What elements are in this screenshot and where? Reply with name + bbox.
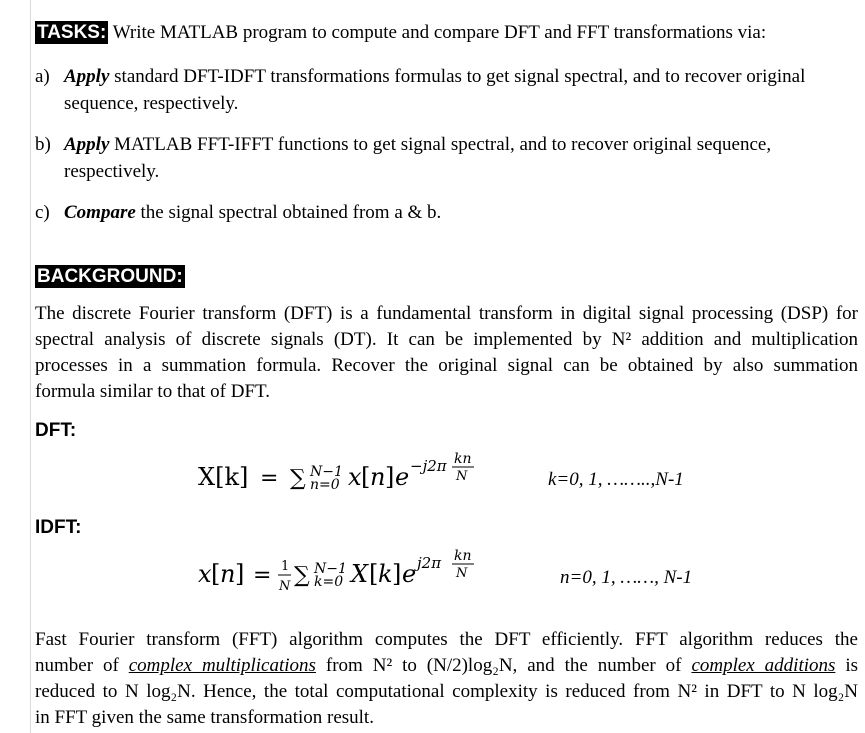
idft-equation	[198, 546, 528, 602]
task-item-text: the signal spectral obtained from a & b.	[135, 202, 442, 223]
dft-label: DFT:	[35, 420, 77, 441]
fft-paragraph	[35, 627, 858, 731]
svg-text:n=0: n=0	[310, 477, 340, 493]
text-run: is	[835, 655, 858, 676]
paragraph-line: formula similar to that of DFT.	[35, 381, 270, 402]
idft-formula-graphic	[198, 546, 528, 602]
svg-text:x: x	[348, 463, 362, 491]
svg-text:[: [	[369, 560, 379, 588]
svg-text:=: =	[260, 466, 279, 491]
task-item-label: c)	[35, 202, 50, 223]
svg-text:x: x	[198, 560, 212, 588]
text-run: number of	[35, 655, 129, 676]
svg-text:[: [	[361, 463, 371, 491]
dft-equation	[198, 449, 518, 499]
paragraph-line: in FFT given the same transformation result.	[35, 707, 374, 728]
svg-text:∑: ∑	[294, 563, 310, 588]
paragraph-line: Fast Fourier transform (FFT) algorithm computes the DFT efficiently. FFT algorithm reduces the	[35, 629, 858, 650]
svg-text:]: ]	[235, 560, 245, 588]
text-run: from N² to (N/2)log₂N, and the number of	[315, 655, 692, 676]
svg-text:1: 1	[281, 559, 290, 574]
svg-text:[: [	[211, 560, 221, 588]
svg-text:e: e	[402, 560, 417, 588]
background-tag: BACKGROUND:	[37, 266, 183, 287]
svg-text:−j2π: −j2π	[410, 457, 447, 475]
dft-formula-graphic	[198, 449, 518, 499]
task-item-text-cont: respectively.	[64, 161, 160, 182]
svg-text:∑: ∑	[290, 466, 306, 491]
svg-text:=: =	[253, 563, 272, 588]
task-item-text: standard DFT-IDFT transformations formulas to get signal spectral, and to recover original	[109, 66, 806, 87]
background-paragraph	[35, 301, 858, 405]
dft-range: k=0, 1, ……..,N-1	[548, 469, 684, 490]
paragraph-line: The discrete Fourier transform (DFT) is a fundamental transform in digital signal processing (DSP) for	[35, 303, 858, 324]
task-item-verb: Apply	[64, 134, 110, 155]
svg-text:e: e	[395, 463, 410, 491]
svg-text:j2π: j2π	[417, 554, 442, 572]
svg-text:X[k]: X[k]	[198, 463, 249, 491]
paragraph-line: spectral analysis of discrete signals (DT). It can be implemented by N² addition and multiplication	[35, 329, 858, 350]
svg-text:n: n	[220, 560, 236, 588]
svg-text:N: N	[279, 579, 291, 594]
task-item-verb: Apply	[64, 66, 110, 87]
background-heading	[35, 266, 185, 288]
task-item-label: a)	[35, 66, 50, 87]
svg-text:N: N	[456, 469, 468, 484]
task-item-text: MATLAB FFT-IFFT functions to get signal spectral, and to recover original sequence,	[109, 134, 772, 155]
svg-text:X: X	[351, 560, 369, 588]
svg-text:n: n	[370, 463, 386, 491]
tasks-tag: TASKS:	[37, 22, 107, 43]
tasks-intro	[35, 22, 766, 44]
complex-additions-term: complex additions	[691, 655, 836, 676]
svg-text:kn: kn	[454, 451, 472, 467]
svg-text:N−1: N−1	[314, 561, 347, 577]
paragraph-line: reduced to N log₂N. Hence, the total computational complexity is reduced from N² in DFT to N log₂N	[35, 681, 858, 702]
svg-text:]: ]	[392, 560, 402, 588]
idft-range: n=0, 1, ……, N-1	[560, 567, 693, 588]
svg-text:N: N	[456, 566, 468, 581]
paragraph-line: processes in a summation formula. Recover the original signal can be obtained by also summation	[35, 355, 858, 376]
complex-multiplications-term: complex multiplications	[128, 655, 316, 676]
svg-text:k=0: k=0	[314, 574, 344, 590]
svg-text:kn: kn	[454, 548, 472, 564]
svg-text:]: ]	[385, 463, 395, 491]
svg-text:k: k	[378, 560, 393, 588]
idft-label: IDFT:	[35, 517, 82, 538]
task-item-text-cont: sequence, respectively.	[64, 93, 239, 114]
paragraph-line	[35, 653, 858, 679]
task-item-label: b)	[35, 134, 51, 155]
svg-text:N−1: N−1	[310, 464, 343, 480]
tasks-intro-text: Write MATLAB program to compute and compare DFT and FFT transformations via:	[112, 22, 767, 43]
task-item-verb: Compare	[64, 202, 136, 223]
